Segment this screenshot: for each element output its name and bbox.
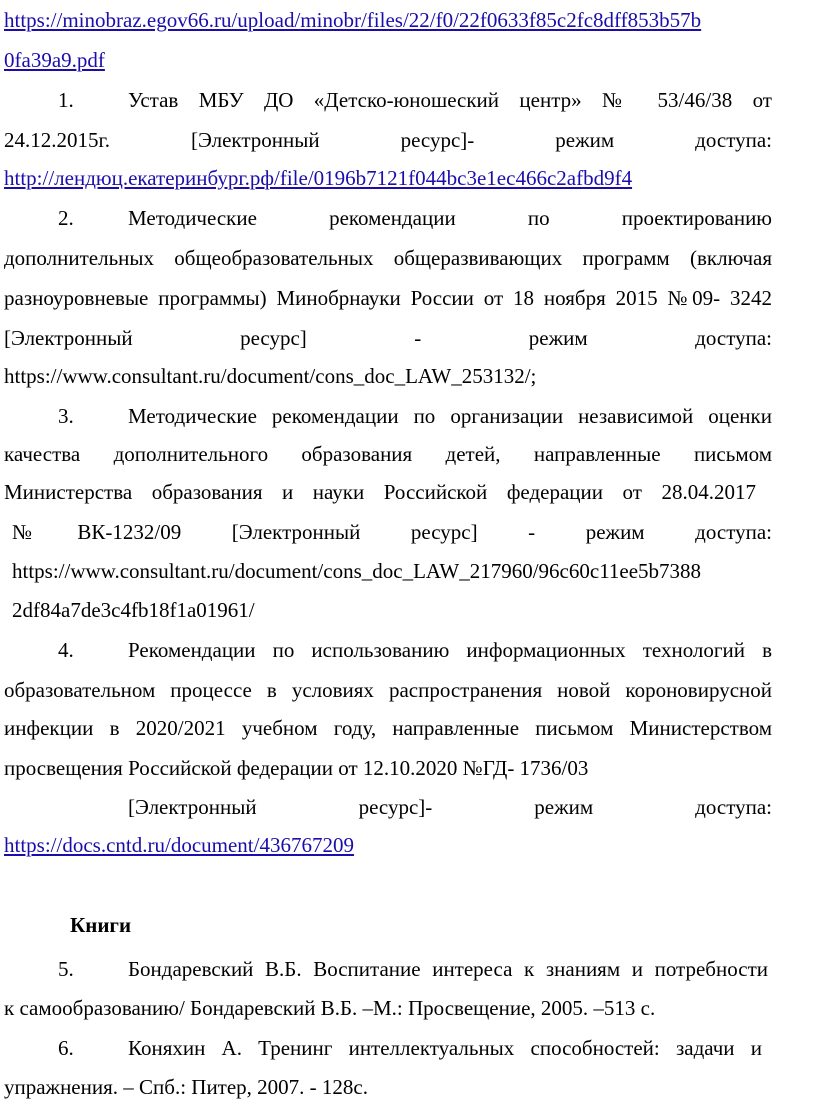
ref-4-line-4: просвещения Российской федерации от 12.10.2020 №ГД- 1736/03 bbox=[4, 756, 589, 780]
link-minobraz[interactable]: https://minobraz.egov66.ru/upload/minobr/files/22/f0/22f0633f85c2fc8dff853b57b bbox=[4, 8, 702, 32]
link-minobraz-cont[interactable]: 0fa39a9.pdf bbox=[4, 48, 105, 72]
ref-4-line-2: образовательном процессе в условиях распространения новой короновирусной bbox=[4, 678, 772, 702]
ref-5-line-1: Бондаревский В.Б. Воспитание интереса к знаниям и потребности bbox=[128, 957, 768, 981]
ref-2-line-2: дополнительных общеобразовательных общеразвивающих программ (включая bbox=[4, 246, 772, 270]
ref-2-line-4: [Электронный ресурс] - режим доступа: bbox=[4, 326, 772, 350]
ref-1-line-2: 24.12.2015г. [Электронный ресурс]- режим доступа: bbox=[4, 128, 772, 152]
ref-4-line-5: [Электронный ресурс]- режим доступа: bbox=[128, 795, 772, 819]
link-lenduc[interactable]: http://лендюц.екатеринбург.рф/file/0196b7121f044bc3e1ec466c2afbd9f4 bbox=[4, 166, 633, 190]
ref-5-line-2: к самообразованию/ Бондаревский В.Б. –М.: Просвещение, 2005. –513 с. bbox=[4, 996, 656, 1020]
ref-4-line-3: инфекции в 2020/2021 учебном году, направленные письмом Министерством bbox=[4, 716, 772, 740]
ref-2-url: https://www.consultant.ru/document/cons_doc_LAW_253132/; bbox=[4, 364, 537, 388]
ref-6-line-2: упражнения. – Спб.: Питер, 2007. - 128с. bbox=[4, 1075, 368, 1099]
ref-3-url-2: 2df84a7de3c4fb18f1a01961/ bbox=[12, 598, 255, 622]
item-number-6: 6. bbox=[58, 1036, 74, 1060]
ref-6-line-1: Коняхин А. Тренинг интеллектуальных способностей: задачи и bbox=[128, 1036, 762, 1060]
item-number-2: 2. bbox=[58, 206, 74, 230]
ref-1-line-1: Устав МБУ ДО «Детско-юношеский центр» № 53/46/38 от bbox=[128, 88, 772, 112]
ref-2-line-3: разноуровневые программы) Минобрнауки России от 18 ноября 2015 №09- 3242 bbox=[4, 286, 772, 310]
ref-3-url-1: https://www.consultant.ru/document/cons_doc_LAW_217960/96c60c11ee5b7388 bbox=[12, 559, 702, 583]
ref-4-line-1: Рекомендации по использованию информационных технологий в bbox=[128, 638, 772, 662]
link-cntd[interactable]: https://docs.cntd.ru/document/436767209 bbox=[4, 833, 354, 857]
ref-2-line-1: Методические рекомендации по проектированию bbox=[128, 206, 772, 230]
ref-3-line-4: №ВК-1232/09 [Электронный ресурс] - режим доступа: bbox=[12, 520, 772, 544]
ref-3-line-2: качества дополнительного образования детей, направленные письмом bbox=[4, 442, 772, 466]
ref-3-line-3: Министерства образования и науки Российской федерации от 28.04.2017 bbox=[4, 480, 756, 504]
item-number-4: 4. bbox=[58, 638, 74, 662]
item-number-3: 3. bbox=[58, 404, 74, 428]
item-number-1: 1. bbox=[58, 88, 74, 112]
item-number-5: 5. bbox=[58, 957, 74, 981]
section-heading-books: Книги bbox=[70, 913, 132, 937]
ref-3-line-1: Методические рекомендации по организации независимой оценки bbox=[128, 404, 772, 428]
